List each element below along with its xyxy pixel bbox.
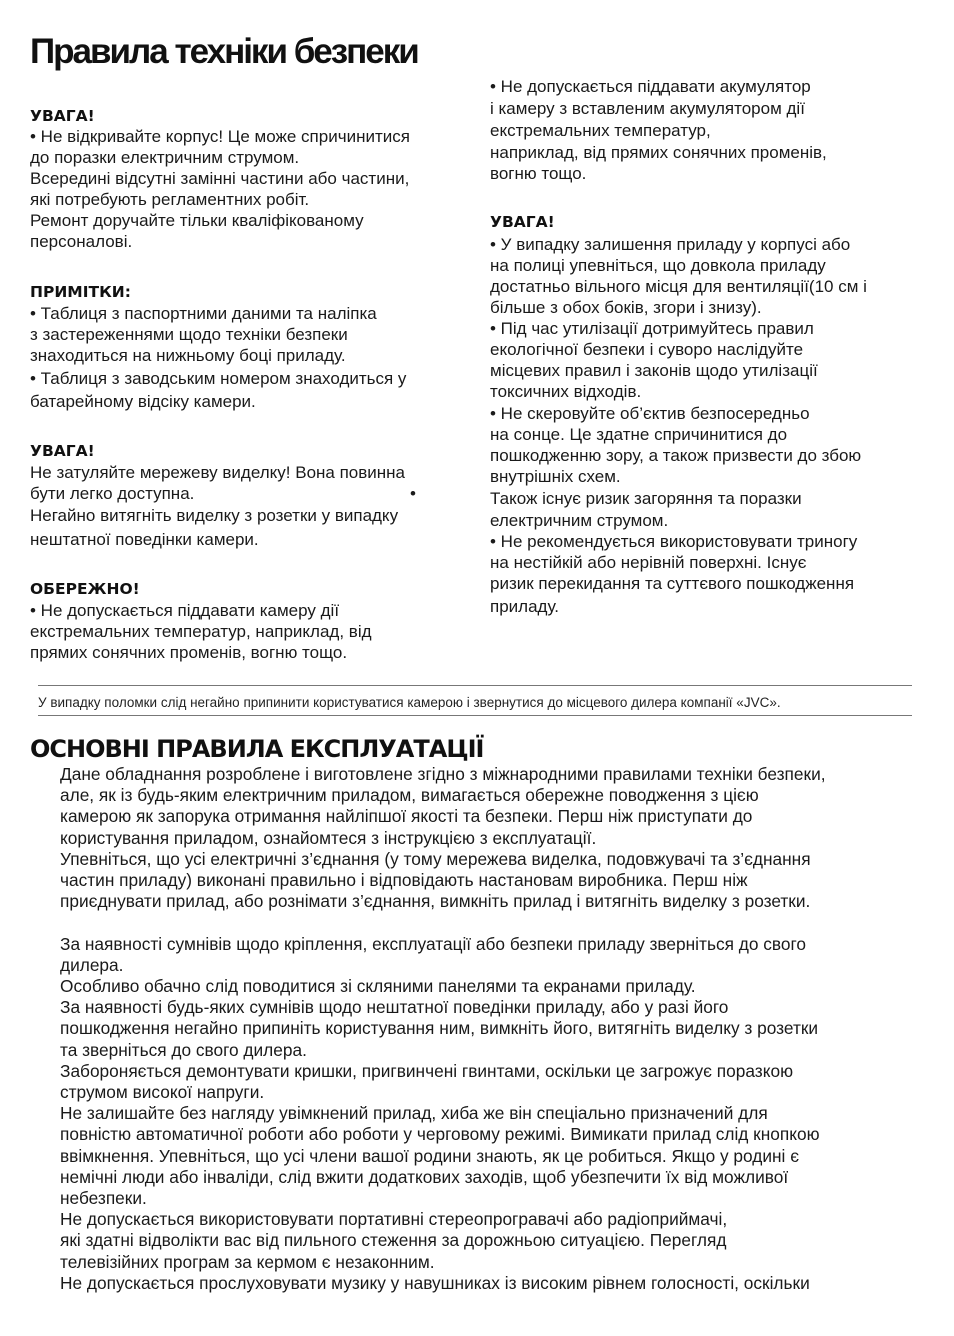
body-line: Забороняється демонтувати кришки, пригвинчені гвинтами, оскільки це загрожує поразкою [60,1060,794,1081]
body-line: Не залишайте без нагляду увімкнений прилад, хиба же він спеціально призначений для [60,1103,768,1124]
warning-line: бути легко доступна. [30,484,195,503]
warning-line: на сонце. Це здатне спричинитися до [490,425,788,444]
notes-heading: ПРИМІТКИ: [30,283,131,301]
warning-line: до поразки електричним струмом. [30,148,300,167]
warning-line: достатньо вільного місця для вентиляції(10 см і [490,277,867,296]
warning-line: пошкодженню зору, а також призвести до збою [490,446,862,465]
body-line: Упевніться, що усі електричні з’єднання (у тому мережева виделка, подовжувачі та з’єднання [60,848,811,869]
warning-line: • Не скеровуйте об’єктив безпосередньо [490,404,810,423]
body-line: Не допускається прослуховувати музику у навушниках із високим рівнем голосності, оскільки [60,1272,810,1293]
body-line: небезпеки. [60,1188,147,1208]
caution-heading: ОБЕРЕЖНО! [30,580,140,598]
warning-line: внутрішніх схем. [490,467,621,486]
warning-line: Також існує ризик загоряння та поразки [490,489,802,508]
body-line: пошкодження негайно припиніть користування ним, вимкніть його, витягніть виделку з розетки [60,1018,819,1039]
body-line: але, як із будь-яким електричним приладом, вимагається обережне поводження з цією [60,785,759,806]
body-line: та зверніться до свого дилера. [60,1039,307,1060]
notes-line: з застереженнями щодо техніки безпеки [30,325,348,344]
body-line: За наявності будь-яких сумнівів щодо нештатної поведінки приладу, або у разі його [60,997,729,1018]
notes-line: батарейному відсіку камери. [30,392,256,411]
warning-line: які потребують регламентних робіт. [30,190,310,209]
footnote-text: У випадку поломки слід негайно припинити користуватися камерою і звернутися до місцевого дилера компанії «JVC». [38,695,781,710]
warning-heading: УВАГА! [30,442,95,460]
warning-line: екологічної безпеки і суворо наслідуйте [490,340,804,359]
body-line: немічні люди або інваліди, слід вжити додаткових заходів, щоб убезпечити їх від можливої [60,1166,789,1187]
body-line: струмом високої напруги. [60,1082,265,1102]
battery-line: вогню тощо. [490,164,587,183]
body-line: ввімкнення. Упевніться, що усі члени вашої родини знають, як це робиться. Якщо у родині є [60,1145,800,1166]
warning-line: • Під час утилізації дотримуйтесь правил [490,319,814,338]
warning-line: Всередині відсутні замінні частини або частини, [30,169,410,188]
battery-line: • Не допускається піддавати акумулятор [490,77,811,96]
body-line: камерою як запорука отримання найліпшої якості та безпеки. Перш ніж приступати до [60,806,753,827]
warning-line: місцевих правил і законів щодо утилізації [490,361,818,380]
warning-line: на нестійкій або нерівній поверхні. Існує [490,553,807,572]
stray-bullet: • [410,484,416,503]
section-title: ОСНОВНІ ПРАВИЛА ЕКСПЛУАТАЦІЇ [30,735,484,763]
notes-line: знаходиться на нижньому боці приладу. [30,346,346,365]
page-title: Правила техніки безпеки [30,32,418,71]
body-line: За наявності сумнівів щодо кріплення, експлуатації або безпеки приладу зверніться до свого [60,933,807,954]
notes-line: • Таблиця з паспортними даними та наліпка [30,304,377,323]
warning-line: • Не рекомендується використовувати триногу [490,532,858,551]
body-line: Не допускається використовувати портативні стереопрогравачі або радіоприймачі, [60,1209,728,1230]
body-line: які здатні відволікти вас від пильного стеження за дорожньою ситуацією. Перегляд [60,1230,727,1251]
caution-line: екстремальних температур, наприклад, від [30,622,372,641]
body-line: дилера. [60,954,124,975]
footnote-rule-bottom [38,715,912,716]
warning-line: нештатної поведінки камери. [30,530,259,549]
warning-heading: УВАГА! [490,213,555,231]
warning-line: більше з обох боків, згори і знизу). [490,298,762,317]
warning-line: Не затуляйте мережеву виделку! Вона повинна [30,463,406,482]
body-line: Дане обладнання розроблене і виготовлене згідно з міжнародними правилами техніки безпеки, [60,764,826,784]
warning-line: на полиці упевніться, що довкола приладу [490,256,826,275]
notes-line: • Таблиця з заводським номером знаходиться у [30,369,407,388]
warning-line: • Не відкривайте корпус! Це може спричинитися [30,127,410,146]
caution-line: • Не допускається піддавати камеру дії [30,601,340,620]
body-line: телевізійних програм за кермом є незаконним. [60,1251,435,1272]
warning-line: Негайно витягніть виделку з розетки у випадку [30,506,399,525]
warning-line: • У випадку залишення приладу у корпусі або [490,235,851,254]
footnote-rule-top [38,685,912,686]
warning-line: токсичних відходів. [490,382,642,401]
caution-line: прямих сонячних променів, вогню тощо. [30,643,348,662]
body-line: Особливо обачно слід поводитися зі скляними панелями та екранами приладу. [60,976,696,996]
warning-heading: УВАГА! [30,107,95,125]
body-line: частин приладу) виконані правильно і відповідають настановам виробника. Перш ніж [60,870,748,890]
body-line: приєднувати прилад, або рознімати з’єднання, вимкніть прилад і витягніть виделку з розетки. [60,891,811,912]
warning-line: персоналові. [30,232,133,251]
body-line: повністю автоматичної роботи або роботи у черговому режимі. Вимикати прилад слід кнопкою [60,1124,820,1145]
battery-line: екстремальних температур, [490,121,711,140]
battery-line: наприклад, від прямих сонячних променів, [490,143,827,162]
warning-line: електричним струмом. [490,511,669,530]
warning-line: Ремонт доручайте тільки кваліфікованому [30,211,364,230]
warning-line: ризик перекидання та суттєвого пошкодження [490,574,855,593]
body-line: користування приладом, ознайомтеся з інструкцією з експлуатації. [60,827,597,848]
warning-line: приладу. [490,597,559,616]
battery-line: і камеру з вставленим акумулятором дії [490,99,805,118]
